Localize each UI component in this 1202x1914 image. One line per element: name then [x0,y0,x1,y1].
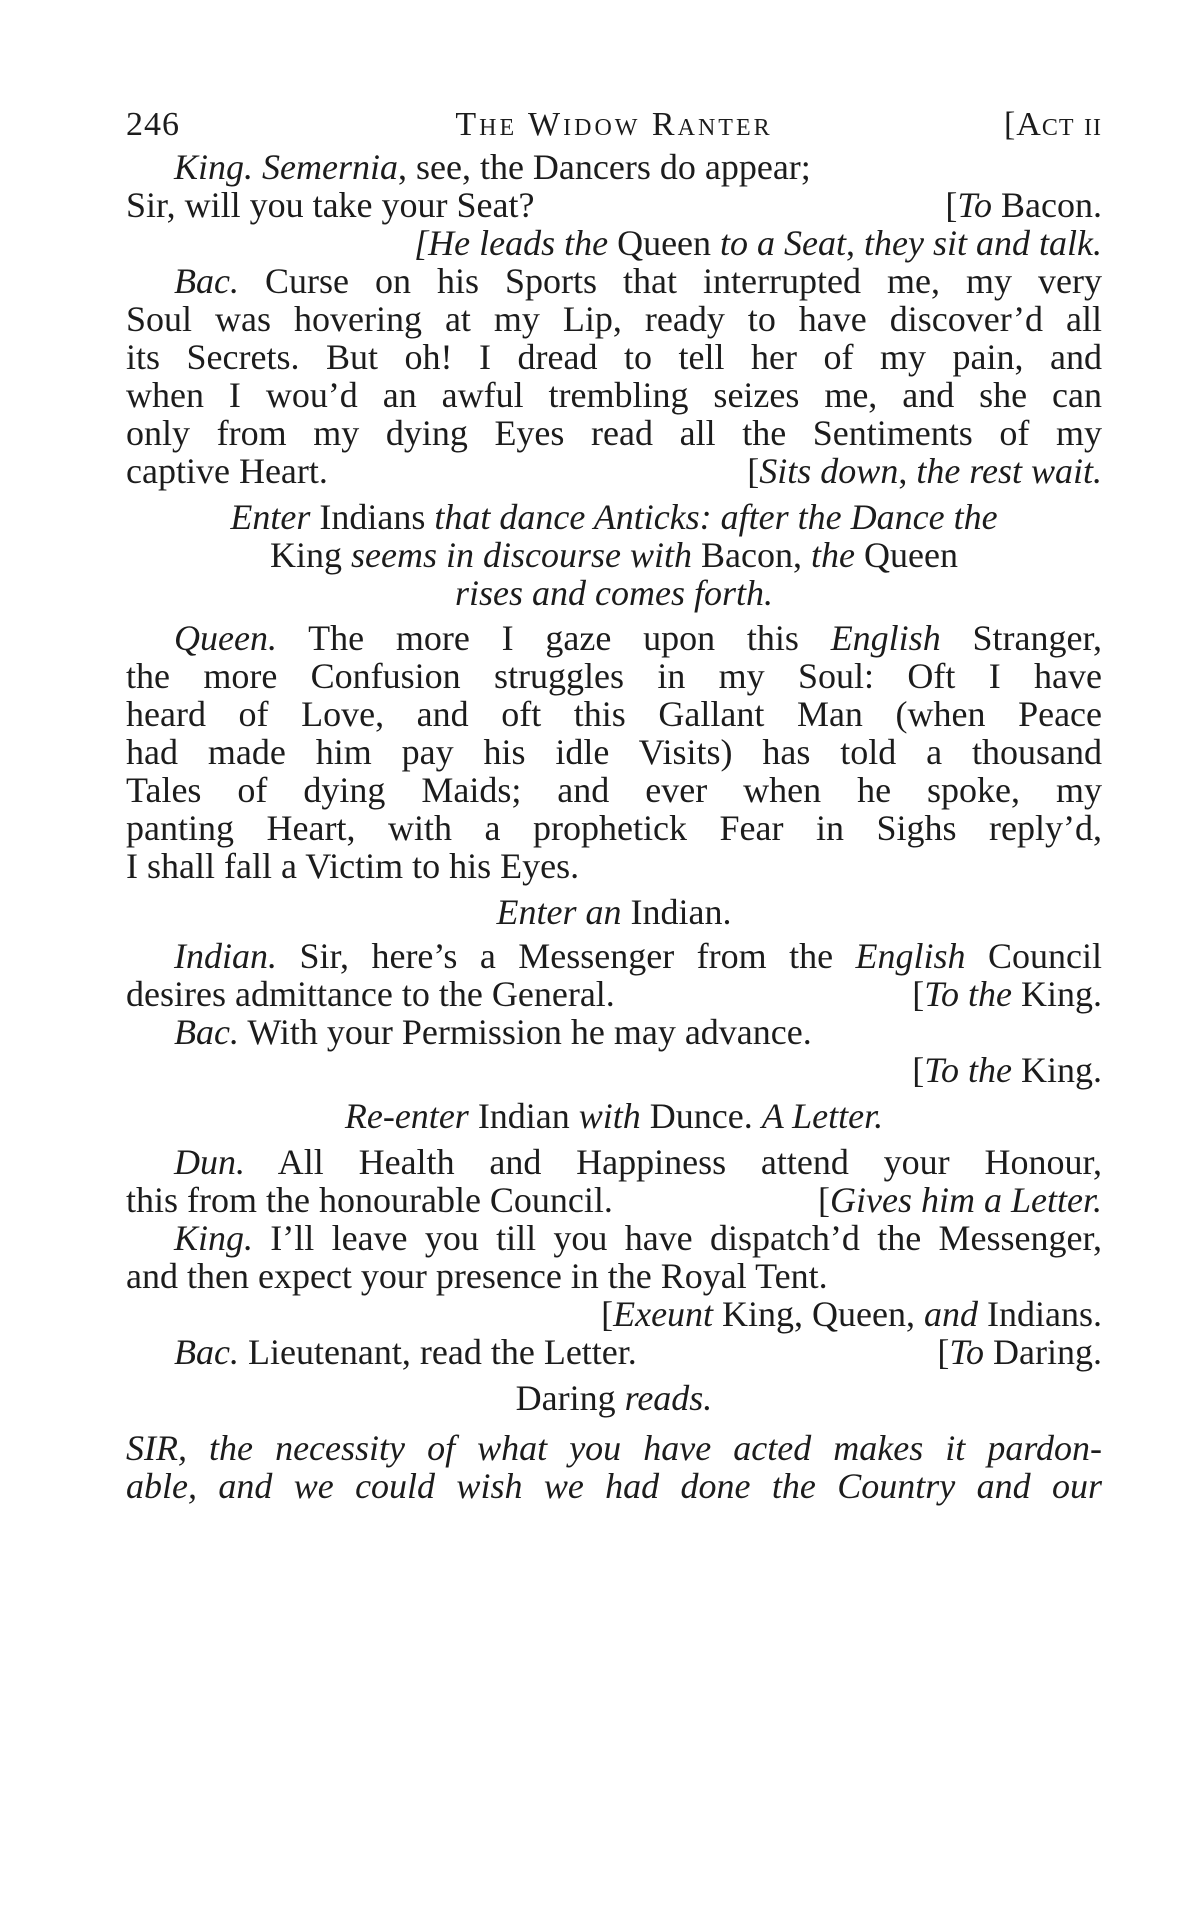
speech-line: Soul was hovering at my Lip, ready to have discover’d all [126,299,1102,339]
stage-direction: [To Bacon. [945,185,1102,225]
speech-line: the more Confusion struggles in my Soul: Oft I have [126,656,1102,696]
speech-line: captive Heart. [Sits down, the rest wait. [126,451,1102,491]
stage-direction: Enter an Indian. [496,892,732,932]
letter-line: able, and we could wish we had done the Country and our [126,1466,1102,1506]
act-marker: [Act ii [1003,106,1102,143]
stage-direction: Enter Indians that dance Anticks: after the Dance the [230,497,998,537]
speech-line: Bac. Lieutenant, read the Letter. [To Daring. [174,1332,1102,1372]
stage-direction: Daring reads. [515,1378,713,1418]
speaker: King. [174,147,254,187]
speech-line: Bac. Curse on his Sports that interrupted me, my very [174,261,1102,301]
speaker: Bac. [174,1012,239,1052]
page-number: 246 [126,106,180,143]
speaker: Indian. [174,936,277,976]
speaker: Dun. [174,1142,245,1182]
speech-line: its Secrets. But oh! I dread to tell her of my pain, and [126,337,1102,377]
speech-line: Bac. With your Permission he may advance. [174,1012,812,1052]
running-title: The Widow Ranter [455,106,773,143]
speech-line: Queen. The more I gaze upon this English Stranger, [174,618,1103,658]
speaker: King. [174,1218,254,1258]
stage-direction: rises and comes forth. [455,573,773,613]
speech-line: this from the honourable Council. [Gives him a Letter. [126,1180,1102,1220]
speech-line: Tales of dying Maids; and ever when he spoke, my [126,770,1102,810]
speech-line: panting Heart, with a prophetick Fear in Sighs reply’d, [126,808,1102,848]
speech-line: Indian. Sir, here’s a Messenger from the English Council [174,936,1103,976]
stage-direction: [He leads the Queen to a Seat, they sit and talk. [414,223,1102,263]
speech-line: when I wou’d an awful trembling seizes me, and she can [126,375,1102,415]
stage-direction: [To Daring. [937,1332,1102,1372]
speech-line: I shall fall a Victim to his Eyes. [126,846,580,886]
stage-direction: [Sits down, the rest wait. [747,451,1102,491]
speaker: Queen. [174,618,277,658]
speech-line: Sir, will you take your Seat? [To Bacon. [126,185,1102,225]
speech-line: King. I’ll leave you till you have dispatch’d the Messenger, [174,1218,1102,1258]
speech-line: King. Semernia, see, the Dancers do appear; [174,147,811,187]
speech-line: had made him pay his idle Visits) has told a thousand [126,732,1102,772]
stage-direction: [Exeunt King, Queen, and Indians. [601,1294,1102,1334]
stage-direction: [To the King. [912,1050,1102,1090]
stage-direction: [Gives him a Letter. [818,1180,1102,1220]
speech-line: Dun. All Health and Happiness attend your Honour, [174,1142,1102,1182]
running-header [126,103,1102,147]
speech-line: and then expect your presence in the Royal Tent. [126,1256,828,1296]
speaker: Bac. [174,261,239,301]
speaker: Bac. [174,1332,239,1372]
stage-direction: [To the King. [912,974,1102,1014]
stage-direction: Re-enter Indian with Dunce. A Letter. [344,1096,884,1136]
stage-direction: King seems in discourse with Bacon, the Queen [270,535,958,575]
speech-line: heard of Love, and oft this Gallant Man (when Peace [126,694,1102,734]
speech-line: only from my dying Eyes read all the Sentiments of my [126,413,1102,453]
speech-line: desires admittance to the General. [To the King. [126,974,1102,1014]
letter-line: SIR, the necessity of what you have acted makes it pardon- [126,1428,1102,1468]
